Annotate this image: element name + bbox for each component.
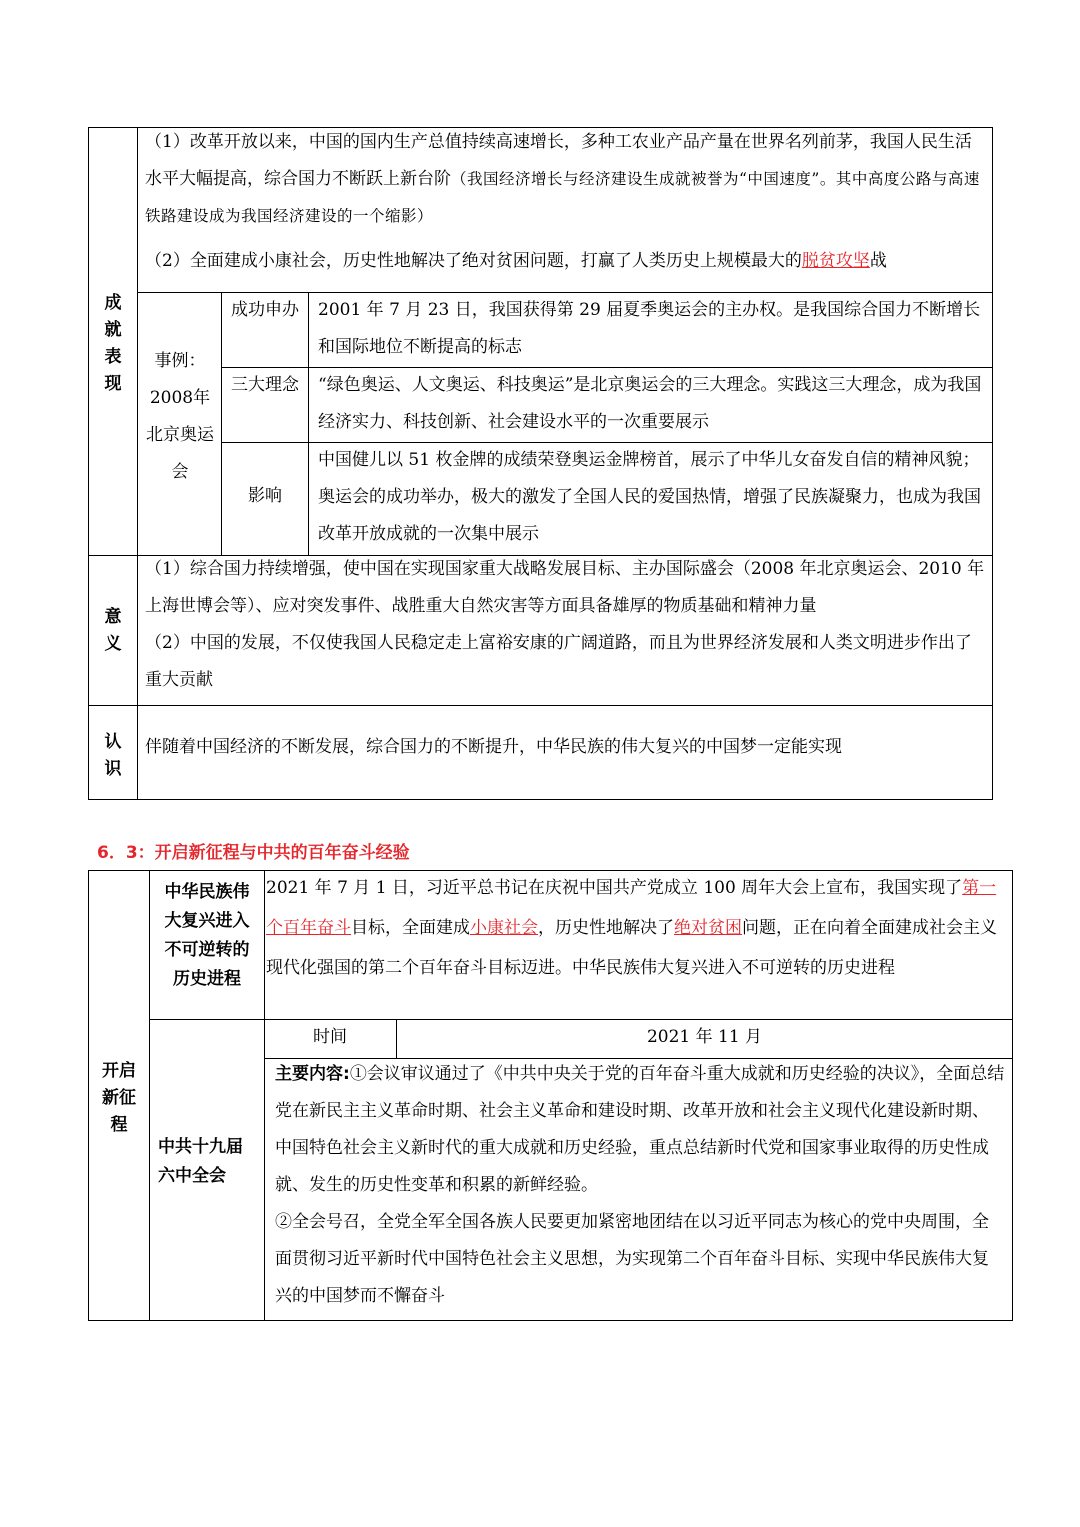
time-label: 时间 bbox=[313, 1027, 347, 1047]
time-value: 2021 年 11 月 bbox=[646, 1027, 763, 1047]
main-content-label: 主要内容: bbox=[275, 1064, 350, 1084]
rejuvenation-text bbox=[266, 868, 1011, 988]
plenum-content-1 bbox=[275, 1056, 1005, 1204]
new-journey-label: 开启新征程 bbox=[102, 1061, 136, 1135]
understanding-text: 伴随着中国经济的不断发展，综合国力的不断提升，中华民族的伟大复兴的中国梦一定能实现 bbox=[145, 737, 842, 757]
achievement-1-note: （我国经济增长与经济建设生成就被誉为“中国速度”。其中高度公路与高速铁路建设成为我国经济建设的一个缩影） bbox=[145, 170, 980, 225]
row-label-concepts: 三大理念 bbox=[231, 375, 299, 395]
achievement-2-tail: 战 bbox=[869, 251, 887, 271]
rejuvenation-part-2: 目标，全面建成 bbox=[351, 918, 470, 938]
first-centenary-goal-highlight: 第一个百年奋斗 bbox=[266, 878, 997, 938]
rejuvenation-part-3: ，历史性地解决了 bbox=[538, 918, 674, 938]
achievements-label: 成就表现 bbox=[104, 293, 122, 394]
row-label-impact: 影响 bbox=[248, 486, 282, 506]
row-text-impact: 中国健儿以 51 枚金牌的成绩荣登奥运金牌榜首，展示了中华儿女奋发自信的精神风貌；奥运会的成功举办，极大的激发了全国人民的爱国热情，增强了民族凝聚力，也成为我国改革开放成就的一次集中展示 bbox=[318, 450, 981, 544]
rejuvenation-part-1: 2021 年 7 月 1 日，习近平总书记在庆祝中国共产党成立 100 周年大会上宣布，我国实现了 bbox=[266, 878, 963, 898]
rejuvenation-label: 中华民族伟大复兴进入不可逆转的历史进程 bbox=[164, 882, 250, 989]
rejuvenation-part-4: 问题，正在向着全面建成社会主义现代化强国的第二个百年奋斗目标迈进。中华民族伟大复兴进入不可逆转的历史进程 bbox=[266, 918, 997, 978]
significance-2: （2）中国的发展，不仅使我国人民稳定走上富裕安康的广阔道路，而且为世界经济发展和人类文明进步作出了重大贡献 bbox=[145, 633, 972, 690]
significance-1: （1）综合国力持续增强，使中国在实现国家重大战略发展目标、主办国际盛会（2008 年北京奥运会、2010 年上海世博会等）、应对突发事件、战胜重大自然灾害等方面具备雄厚的物质基础和精神力量 bbox=[145, 559, 985, 616]
moderately-prosperous-highlight: 小康社会 bbox=[470, 918, 538, 938]
plenum-content bbox=[275, 1056, 1005, 1315]
plenum-label: 中共十九届六中全会 bbox=[158, 1137, 243, 1186]
plenum-content-1-text: ①会议审议通过了《中共中央关于党的百年奋斗重大成就和历史经验的决议》，全面总结党在新民主主义革命时期、社会主义革命和建设时期、改革开放和社会主义现代化建设新时期、中国特色社会主义新时代的重大成就和历史经验，重点总结新时代党和国家事业取得的历史性成就、发生的历史性变革和积累的新鲜经验。 bbox=[275, 1064, 1005, 1195]
achievement-2-text: （2）全面建成小康社会，历史性地解决了绝对贫困问题，打赢了人类历史上规模最大的 bbox=[145, 251, 802, 271]
understanding-label: 认识 bbox=[104, 732, 122, 779]
section-heading: 6．3：开启新征程与中共的百年奋斗经验 bbox=[97, 843, 410, 863]
absolute-poverty-highlight: 绝对贫困 bbox=[674, 918, 742, 938]
example-label: 事例：2008年北京奥运会 bbox=[146, 351, 214, 482]
achievement-2 bbox=[145, 243, 990, 280]
significance-label: 意义 bbox=[104, 607, 122, 654]
achievement-1-main: （1）改革开放以来，中国的国内生产总值持续高速增长，多种工农业产品产量在世界名列前茅，我国人民生活水平大幅提高，综合国力不断跃上新台阶 bbox=[145, 132, 972, 189]
row-label-bid: 成功申办 bbox=[231, 300, 299, 320]
poverty-alleviation-highlight: 脱贫攻坚 bbox=[801, 251, 870, 271]
plenum-content-2: ②全会号召，全党全军全国各族人民要更加紧密地团结在以习近平同志为核心的党中央周围，全面贯彻习近平新时代中国特色社会主义思想，为实现第二个百年奋斗目标、实现中华民族伟大复兴的中国梦而不懈奋斗 bbox=[275, 1212, 989, 1306]
achievement-1 bbox=[145, 124, 985, 235]
row-text-concepts: “绿色奥运、人文奥运、科技奥运”是北京奥运会的三大理念。实践这三大理念，成为我国经济实力、科技创新、社会建设水平的一次重要展示 bbox=[318, 375, 982, 432]
row-text-bid: 2001 年 7 月 23 日，我国获得第 29 届夏季奥运会的主办权。是我国综合国力不断增长和国际地位不断提高的标志 bbox=[318, 300, 981, 357]
